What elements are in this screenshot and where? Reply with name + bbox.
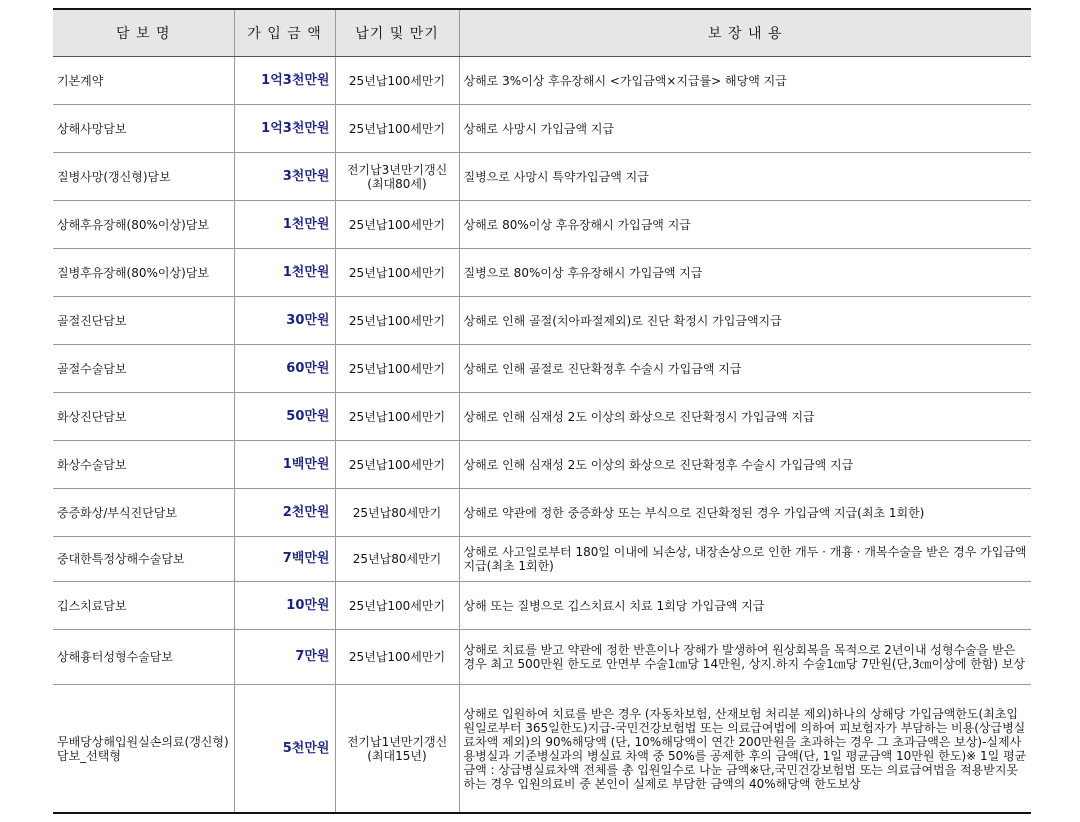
coverage-name-cell: 중증화상/부식진단담보 [53,489,234,537]
header-coverage-name: 담 보 명 [53,9,234,57]
description-cell: 상해로 인해 골절(치아파절제외)로 진단 확정시 가입금액지급 [459,297,1031,345]
description-cell: 질병으로 사망시 특약가입금액 지급 [459,153,1031,201]
term-cell: 25년납100세만기 [335,201,459,249]
description-cell: 상해로 80%이상 후유장해시 가입금액 지급 [459,201,1031,249]
amount-cell: 3천만원 [234,153,335,201]
coverage-name-cell: 상해후유장해(80%이상)담보 [53,201,234,249]
term-cell: 25년납80세만기 [335,489,459,537]
table-row [53,105,1031,153]
coverage-name-cell: 깁스치료담보 [53,582,234,630]
table-row [53,297,1031,345]
amount-cell: 60만원 [234,345,335,393]
term-cell: 25년납100세만기 [335,297,459,345]
coverage-table [53,8,1031,814]
table-row [53,393,1031,441]
amount-cell: 10만원 [234,582,335,630]
amount-cell: 7만원 [234,630,335,685]
coverage-name-cell: 무배당상해입원실손의료(갱신형)담보_선택형 [53,685,234,814]
term-cell: 25년납80세만기 [335,537,459,582]
term-cell: 25년납100세만기 [335,345,459,393]
coverage-name-cell: 골절수술담보 [53,345,234,393]
term-cell: 25년납100세만기 [335,630,459,685]
table-header-row [53,9,1031,57]
table-row [53,201,1031,249]
table-row [53,489,1031,537]
table-row [53,582,1031,630]
term-cell: 25년납100세만기 [335,57,459,105]
description-cell: 상해로 약관에 정한 중증화상 또는 부식으로 진단확정된 경우 가입금액 지급(최초 1회한) [459,489,1031,537]
table-row [53,153,1031,201]
description-cell: 상해로 인해 골절로 진단확정후 수술시 가입금액 지급 [459,345,1031,393]
amount-cell: 7백만원 [234,537,335,582]
term-cell: 25년납100세만기 [335,441,459,489]
table-row [53,441,1031,489]
coverage-name-cell: 질병사망(갱신형)담보 [53,153,234,201]
table-row [53,249,1031,297]
amount-cell: 1억3천만원 [234,105,335,153]
table-row [53,537,1031,582]
term-cell: 전기납1년만기갱신 (최대15년) [335,685,459,814]
description-cell: 상해로 인해 심재성 2도 이상의 화상으로 진단확정시 가입금액 지급 [459,393,1031,441]
description-cell: 상해 또는 질병으로 깁스치료시 치료 1회당 가입금액 지급 [459,582,1031,630]
amount-cell: 50만원 [234,393,335,441]
coverage-name-cell: 중대한특정상해수술담보 [53,537,234,582]
description-cell: 상해로 치료를 받고 약관에 정한 반흔이나 장해가 발생하여 원상회복을 목적으로 2년이내 성형수술을 받은 경우 최고 500만원 한도로 안면부 수술1㎝당 14만원, 상지.하지 수술1㎝당 7만원(단,3㎝이상에 한함) 보상 [459,630,1031,685]
description-cell: 상해로 3%이상 후유장해시 <가입금액×지급률> 해당액 지급 [459,57,1031,105]
coverage-name-cell: 질병후유장해(80%이상)담보 [53,249,234,297]
coverage-name-cell: 화상수술담보 [53,441,234,489]
table-row [53,685,1031,814]
amount-cell: 1천만원 [234,201,335,249]
term-cell: 25년납100세만기 [335,582,459,630]
coverage-name-cell: 상해사망담보 [53,105,234,153]
amount-cell: 1천만원 [234,249,335,297]
table-row [53,345,1031,393]
header-amount: 가 입 금 액 [234,9,335,57]
term-cell: 전기납3년만기갱신 (최대80세) [335,153,459,201]
description-cell: 상해로 인해 심재성 2도 이상의 화상으로 진단확정후 수술시 가입금액 지급 [459,441,1031,489]
description-cell: 질병으로 80%이상 후유장해시 가입금액 지급 [459,249,1031,297]
amount-cell: 2천만원 [234,489,335,537]
amount-cell: 1백만원 [234,441,335,489]
header-term: 납기 및 만기 [335,9,459,57]
amount-cell: 1억3천만원 [234,57,335,105]
term-cell: 25년납100세만기 [335,105,459,153]
term-cell: 25년납100세만기 [335,249,459,297]
description-cell: 상해로 사망시 가입금액 지급 [459,105,1031,153]
table-row [53,57,1031,105]
coverage-name-cell: 화상진단담보 [53,393,234,441]
coverage-name-cell: 기본계약 [53,57,234,105]
term-cell: 25년납100세만기 [335,393,459,441]
amount-cell: 30만원 [234,297,335,345]
header-description: 보 장 내 용 [459,9,1031,57]
amount-cell: 5천만원 [234,685,335,814]
table-row [53,630,1031,685]
description-cell: 상해로 사고일로부터 180일 이내에 뇌손상, 내장손상으로 인한 개두 · 개흉 · 개복수술을 받은 경우 가입금액 지급(최초 1회한) [459,537,1031,582]
coverage-name-cell: 상해흉터성형수술담보 [53,630,234,685]
coverage-name-cell: 골절진단담보 [53,297,234,345]
description-cell: 상해로 입원하여 치료를 받은 경우 (자동차보험, 산재보험 처리분 제외)하나의 상해당 가입금액한도(최초입원일로부터 365일한도)지급-국민건강보험법 또는 의료급여법에 의하여 피보험자가 부담하는 비용(상급병실료차액 제외)의 90%해당액 (단, 10%해당액이 연간 200만원을 초과하는 경우 그 초과금액은 보상)-실제사용병실과 기준병실과의 병실료 차액 중 50%를 공제한 후의 금액(단, 1일 평균금액 10만원 한도)※ 1일 평균금액 : 상급병실료차액 전체를 총 입원일수로 나눈 금액※단,국민건강보험법 또는 의료급여법을 적용받지못하는 경우 입원의료비 중 본인이 실제로 부담한 금액의 40%해당액 한도보상 [459,685,1031,814]
